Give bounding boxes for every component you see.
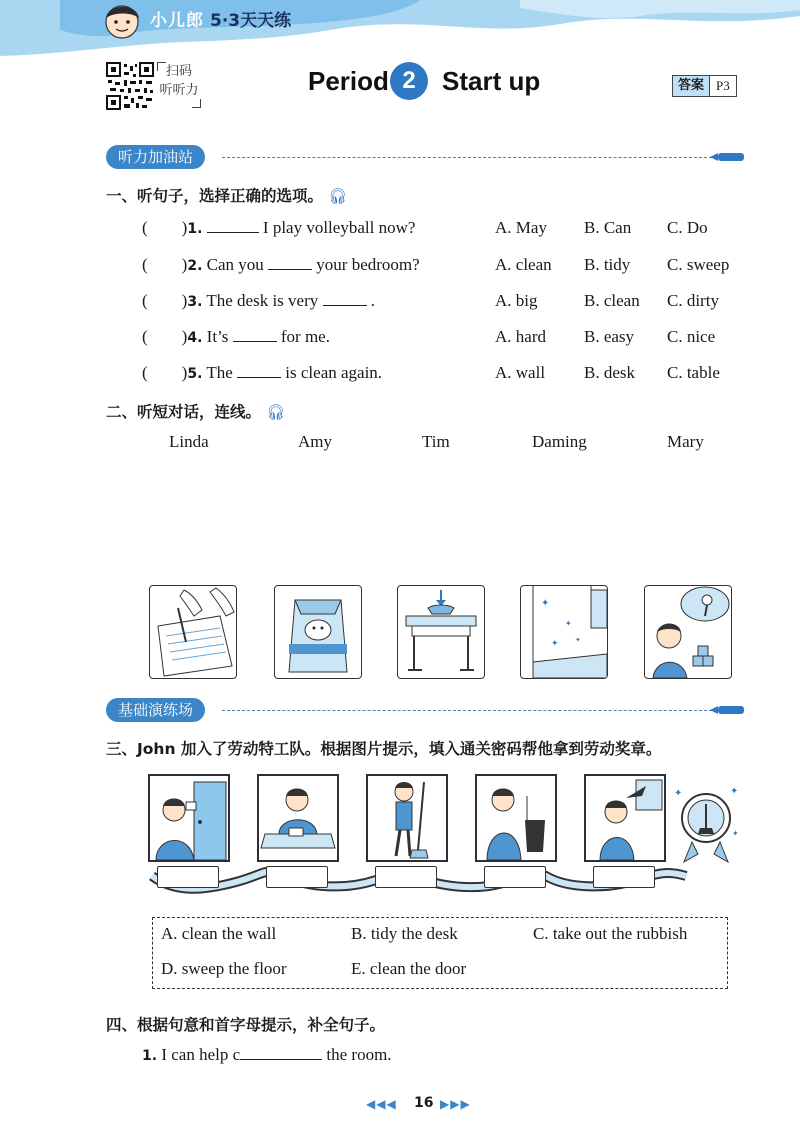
answer-box-4[interactable] xyxy=(484,866,546,888)
header-banner xyxy=(0,0,800,58)
boy-thinking-illustration xyxy=(645,586,731,678)
answer-box-5[interactable] xyxy=(593,866,655,888)
question-number: 1. xyxy=(187,221,203,237)
name-linda[interactable]: Linda xyxy=(169,432,209,451)
headphones-icon[interactable]: 🎧︎ xyxy=(328,187,348,205)
chain-picture-3[interactable] xyxy=(366,774,448,862)
choice-c[interactable]: C. sweep xyxy=(667,255,730,274)
chain-picture-4[interactable] xyxy=(475,774,557,862)
picture-rubbish-bag[interactable] xyxy=(274,585,362,679)
sentence-before: The xyxy=(206,363,233,382)
sentence-after: . xyxy=(370,291,375,310)
answer-page-ref[interactable] xyxy=(672,75,737,97)
brand-logo-text: 小儿郎 xyxy=(150,11,204,31)
paren-open: ( xyxy=(142,218,148,237)
part2-heading-text: 二、听短对话，连线。 xyxy=(106,403,262,421)
paren-close: ) xyxy=(181,291,188,310)
svg-text:✦: ✦ xyxy=(565,619,572,628)
scan-to-listen-label xyxy=(157,62,201,108)
chain-picture-2[interactable] xyxy=(257,774,339,862)
chain-picture-1[interactable] xyxy=(148,774,230,862)
period-label: Period xyxy=(308,66,389,96)
picture-boy-thinking[interactable] xyxy=(644,585,732,679)
question-number: 5. xyxy=(187,366,203,382)
sentence-before: It’s xyxy=(206,327,229,346)
name-tim[interactable]: Tim xyxy=(422,432,450,451)
svg-text:✦: ✦ xyxy=(541,598,550,609)
option-b: B. tidy the desk xyxy=(351,924,458,943)
part2-heading xyxy=(106,400,285,422)
option-e: E. clean the door xyxy=(351,959,467,978)
svg-text:✦: ✦ xyxy=(730,786,739,797)
choice-b[interactable]: B. clean xyxy=(584,291,640,310)
sentence-after: your bedroom? xyxy=(316,255,420,274)
clean-wall-illustration xyxy=(586,776,664,860)
name-amy[interactable]: Amy xyxy=(298,432,332,451)
choice-c[interactable]: C. nice xyxy=(667,327,716,346)
choice-a[interactable]: A. big xyxy=(495,291,538,310)
question-row xyxy=(142,255,420,275)
phrase-options-box xyxy=(152,917,728,989)
scan-line1: 扫码 xyxy=(165,64,192,79)
footer-prev-arrows: ◀◀◀ xyxy=(366,1097,397,1111)
question-row xyxy=(142,327,330,347)
sentence-before: Can you xyxy=(206,255,264,274)
question-number: 2. xyxy=(187,258,203,274)
labour-medal-icon xyxy=(672,780,742,866)
clean-door-illustration xyxy=(150,776,228,860)
paren-close: ) xyxy=(181,327,188,346)
part1-heading xyxy=(106,184,347,206)
pencil-icon xyxy=(718,706,744,714)
sentence-end: the room. xyxy=(326,1045,392,1064)
take-out-rubbish-illustration xyxy=(477,776,555,860)
choice-c[interactable]: C. table xyxy=(667,363,720,382)
paren-open: ( xyxy=(142,363,148,382)
answer-blank[interactable] xyxy=(237,363,281,378)
question-row xyxy=(142,218,415,238)
section-divider xyxy=(222,710,712,711)
svg-text:✦: ✦ xyxy=(732,829,739,838)
answer-blank[interactable] xyxy=(240,1045,322,1060)
series-name: 5·3天天练 xyxy=(210,11,292,31)
answer-box-1[interactable] xyxy=(157,866,219,888)
scan-line2: 听听力 xyxy=(159,83,199,98)
sentence-before: The desk is very xyxy=(206,291,319,310)
paren-close: ) xyxy=(181,255,188,274)
part3-heading: 三、John 加入了劳动特工队。根据图片提示，填入通关密码帮他拿到劳动奖章。 xyxy=(106,740,662,758)
question-number: 4. xyxy=(187,330,203,346)
choice-b[interactable]: B. tidy xyxy=(584,255,631,274)
picture-writing-homework[interactable] xyxy=(149,585,237,679)
answer-blank[interactable] xyxy=(233,327,277,342)
answer-page: P3 xyxy=(716,78,730,93)
choice-a[interactable]: A. hard xyxy=(495,327,546,346)
writing-illustration xyxy=(150,586,236,678)
sentence-start: I can help c xyxy=(161,1045,241,1064)
choice-a[interactable]: A. clean xyxy=(495,255,552,274)
sentence-after: is clean again. xyxy=(285,363,383,382)
part1-heading-text: 一、听句子，选择正确的选项。 xyxy=(106,187,324,205)
choice-b[interactable]: B. desk xyxy=(584,363,635,382)
section-divider xyxy=(222,157,712,158)
paren-open: ( xyxy=(142,291,148,310)
pencil-icon xyxy=(718,153,744,161)
rubbish-bag-illustration xyxy=(275,586,361,678)
choice-c[interactable]: C. Do xyxy=(667,218,708,237)
svg-text:✦: ✦ xyxy=(551,639,559,649)
answer-box-2[interactable] xyxy=(266,866,328,888)
name-daming[interactable]: Daming xyxy=(532,432,587,451)
choice-c[interactable]: C. dirty xyxy=(667,291,719,310)
choice-a[interactable]: A. May xyxy=(495,218,547,237)
svg-text:✦: ✦ xyxy=(674,788,683,799)
section-basic-label: 基础演练场 xyxy=(106,698,205,722)
sweep-floor-illustration xyxy=(368,776,446,860)
question-number: 3. xyxy=(187,294,203,310)
sentence-after: I play volleyball now? xyxy=(262,218,416,237)
picture-clean-wall[interactable] xyxy=(520,585,608,679)
question-row xyxy=(142,291,375,311)
paren-close: ) xyxy=(181,218,188,237)
choice-b[interactable]: B. easy xyxy=(584,327,635,346)
desk-illustration xyxy=(398,586,484,678)
unit-title: Start up xyxy=(442,66,541,96)
answer-blank[interactable] xyxy=(268,255,312,270)
headphones-icon[interactable]: 🎧︎ xyxy=(266,403,286,421)
paren-open: ( xyxy=(142,255,148,274)
question-row xyxy=(142,363,382,383)
picture-desk[interactable] xyxy=(397,585,485,679)
footer-next-arrows: ▶▶▶ xyxy=(440,1097,471,1111)
paren-open: ( xyxy=(142,327,148,346)
answer-label: 答案 xyxy=(673,76,710,96)
period-number: 2 xyxy=(390,62,428,100)
choice-a[interactable]: A. wall xyxy=(495,363,546,382)
page-number: 16 xyxy=(414,1095,434,1111)
wall-illustration xyxy=(521,586,607,678)
part4-heading: 四、根据句意和首字母提示，补全句子。 xyxy=(106,1016,386,1034)
qr-code-icon[interactable] xyxy=(106,62,154,110)
answer-blank[interactable] xyxy=(323,291,367,306)
svg-text:✦: ✦ xyxy=(575,636,581,644)
tidy-desk-illustration xyxy=(259,776,337,860)
item-number: 1. xyxy=(142,1048,158,1064)
option-a: A. clean the wall xyxy=(161,924,277,943)
choice-b[interactable]: B. Can xyxy=(584,218,632,237)
option-c: C. take out the rubbish xyxy=(533,924,688,943)
name-mary[interactable]: Mary xyxy=(667,432,704,451)
answer-blank[interactable] xyxy=(207,218,259,233)
sentence-after: for me. xyxy=(280,327,330,346)
part4-item-1 xyxy=(142,1045,392,1065)
section-listening-label: 听力加油站 xyxy=(106,145,205,169)
chain-picture-5[interactable] xyxy=(584,774,666,862)
paren-close: ) xyxy=(181,363,188,382)
option-d: D. sweep the floor xyxy=(161,959,287,978)
answer-box-3[interactable] xyxy=(375,866,437,888)
